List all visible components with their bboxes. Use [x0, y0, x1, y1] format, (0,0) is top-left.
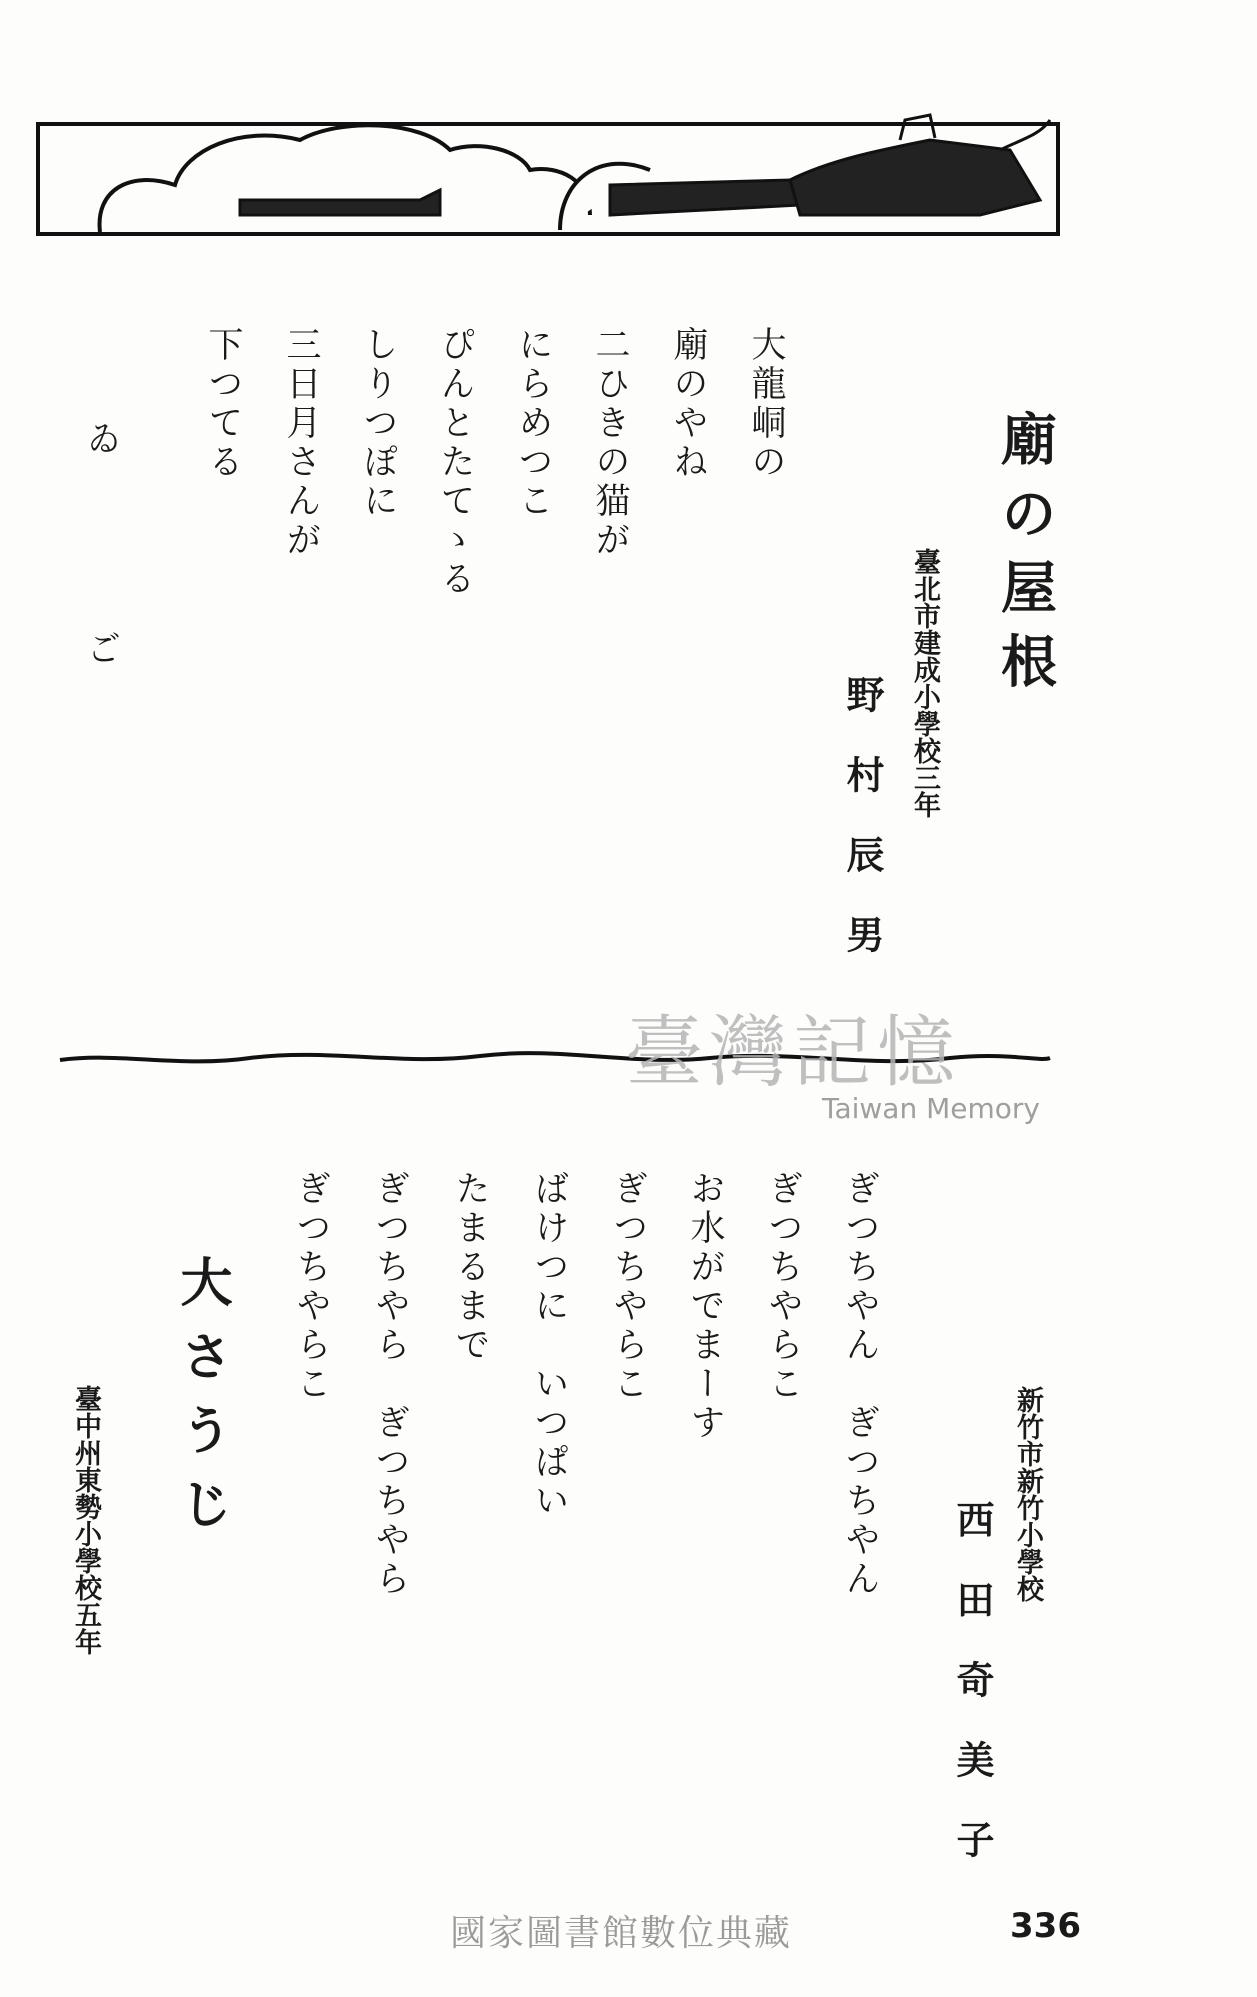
poem2-line: お水がでまーす: [685, 1170, 725, 1443]
watermark-cjk: 臺灣記憶: [625, 1008, 962, 1098]
poem2-line: ぎつちやらこ: [763, 1170, 803, 1404]
poem2-school: 新竹市新竹小學校: [1012, 1386, 1043, 1602]
poem1-line: 大龍峒の: [746, 326, 786, 482]
page-number: 336: [1010, 1906, 1081, 1946]
header-illustration: [0, 0, 1257, 260]
poem1-line: 三日月さんが: [281, 326, 321, 560]
poem1-line: 廟のやね: [668, 326, 708, 482]
poem1-title: 廟の屋根: [992, 410, 1058, 706]
watermark-en: Taiwan Memory: [822, 1092, 1040, 1125]
poem2-line: ぎつちやら ぎつちやら: [370, 1170, 410, 1599]
poem1-school: 臺北市建成小學校三年: [909, 548, 940, 818]
poem2-line: ぎつちやん ぎつちやん: [840, 1170, 880, 1599]
poem2-line: ぎつちやらこ: [608, 1170, 648, 1404]
poem2-line: ぎつちやらこ: [291, 1170, 331, 1404]
section-mark-top: ゐ: [81, 420, 121, 459]
poem1-line: 下つてる: [203, 326, 243, 482]
section-mark-bottom: ご: [81, 630, 121, 669]
poem1-line: しりつぽに: [358, 326, 398, 521]
poem3-title: 大さうじ: [171, 1255, 232, 1551]
poem3-school: 臺中州東勢小學校五年: [70, 1385, 101, 1655]
poem1-author: 野村辰男: [840, 675, 885, 995]
poem2-line: ばけつに いつぱい: [529, 1170, 569, 1521]
library-footer: 國家圖書館數位典藏: [450, 1913, 793, 1954]
poem2-line: たまるまで: [450, 1170, 490, 1365]
poem1-line: ぴんとたてゝる: [435, 326, 475, 599]
poem1-line: にらめつこ: [513, 326, 553, 521]
poem2-author: 西田奇美子: [950, 1500, 995, 1900]
poem1-line: 二ひきの猫が: [590, 326, 630, 560]
